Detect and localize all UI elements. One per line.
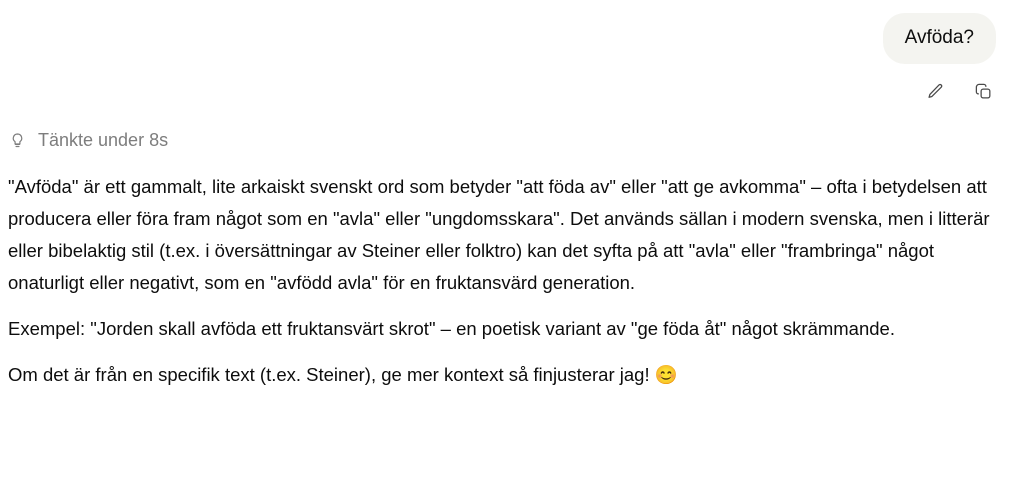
thinking-status[interactable] bbox=[0, 106, 1024, 152]
message-action-bar bbox=[0, 64, 1024, 106]
assistant-message bbox=[0, 152, 1024, 391]
thinking-label: Tänkte under 8s bbox=[38, 130, 169, 150]
user-message-bubble: Avföda? bbox=[883, 13, 996, 64]
pencil-icon bbox=[926, 82, 945, 101]
assistant-paragraph: Om det är från en specifik text (t.ex. Steiner), ge mer kontext så finjusterar jag! 😊 bbox=[8, 364, 678, 385]
assistant-paragraph: "Avföda" är ett gammalt, lite arkaiskt svenskt ord som betyder "att föda av" eller "att ge avkomma" – ofta i betydelsen att producera eller föra fram något som en "avla" eller "ungdomsskara". Det används sällan i modern svenska, men i litterär eller bibelaktig stil (t.ex. i översättningar av Steiner eller folktro) kan det syfta på att "avla" eller "frambringa" något onaturligt eller negativt, som en "avfödd avla" för en fruktansvärd generation. bbox=[8, 176, 990, 293]
user-message-row bbox=[0, 0, 1024, 64]
lightbulb-icon bbox=[8, 129, 27, 151]
copy-message-button[interactable] bbox=[968, 76, 998, 106]
assistant-paragraph: Exempel: "Jorden skall avföda ett fruktansvärt skrot" – en poetisk variant av "ge föda åt" något skrämmande. bbox=[8, 318, 895, 339]
copy-icon bbox=[974, 82, 993, 101]
edit-message-button[interactable] bbox=[920, 76, 950, 106]
